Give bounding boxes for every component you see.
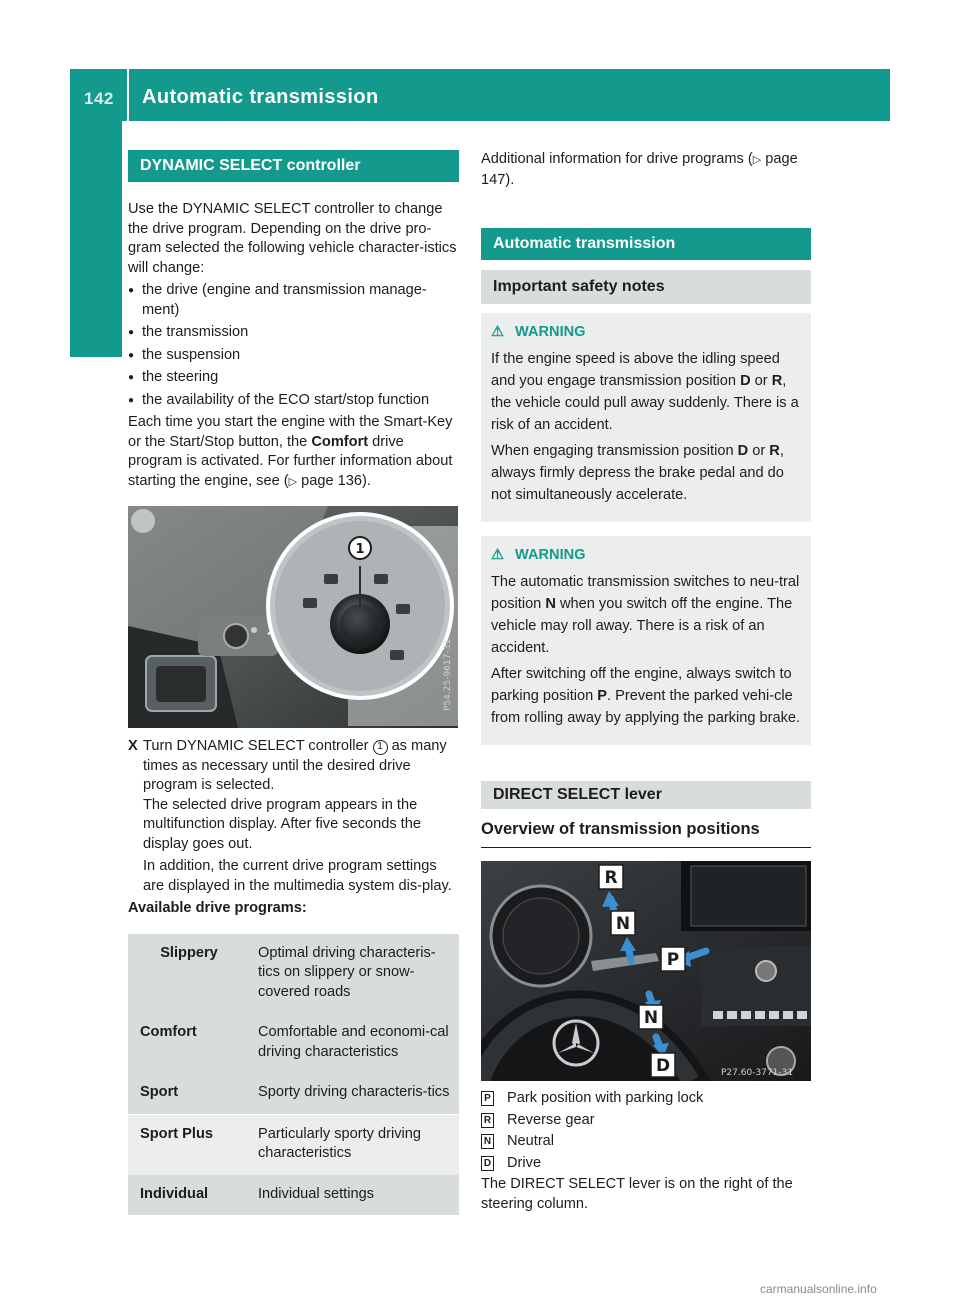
lever-label-p: P [666,950,680,970]
warning-text [491,348,803,436]
neutral-glyph-icon: N [481,1134,494,1149]
side-tab-label: Driving and parking [14,139,36,335]
table-row [128,1013,459,1073]
drive-programs-table [128,934,459,1216]
controller-illustration [128,506,458,728]
program-desc: Comfortable and economi-cal driving characteristics [246,1013,459,1073]
warning-text [491,571,803,659]
comfort-paragraph [128,413,459,492]
characteristics-list [128,281,459,410]
text: when you switch off the engine. The vehicle may roll away. There is a risk of an accident. [491,596,793,656]
step-result: The selected drive program appears in the multifunction display. After five seconds the display goes out. [143,796,421,852]
program-desc: Sporty driving characteris-tics [246,1073,459,1114]
right-column [481,150,811,1214]
program-desc: Particularly sporty driving characteristics [246,1114,459,1175]
text: If the engine speed is above the idling speed and you engage transmission position [491,351,780,389]
page-ref-link[interactable]: page 147). [481,151,798,188]
park-glyph-icon: P [481,1091,494,1106]
text: or [748,443,770,459]
warning-box-2 [481,536,811,745]
warning-heading [491,323,803,342]
photo-code: P27.60-3771-31 [721,1068,794,1078]
page-ref-link[interactable]: page 136). [297,472,371,489]
section-title-direct-select: DIRECT SELECT lever [481,781,811,809]
legend-item-drive [481,1153,811,1175]
table-row [128,1175,459,1216]
overview-heading: Overview of transmission positions [481,817,811,848]
warning-text [491,440,803,506]
gear-p: P [597,688,608,704]
lever-photo [481,861,811,1081]
text: , the vehicle could pull away suddenly. There is a risk of an accident. [491,373,799,433]
header-divider [127,69,129,121]
gear-d: D [737,443,749,459]
drive-glyph-icon: D [481,1156,494,1171]
list-item: ● the transmission [128,323,459,343]
text: drive program is activated. For further information about starting the engine, see ( [128,433,453,489]
chapter-title: Automatic transmission [142,86,379,108]
gear-r: R [769,443,780,459]
step-text [143,737,459,796]
page-header [70,69,890,121]
reverse-glyph-icon: R [481,1113,494,1128]
gear-n: N [545,596,556,612]
warning-title: WARNING [515,324,586,340]
program-name: Sport [128,1073,246,1114]
legend-text: Neutral [507,1133,555,1150]
gear-d: D [740,373,751,389]
page-ref-arrow-icon: ▷ [288,475,298,488]
callout-1-icon: 1 [373,740,388,755]
text: After switching off the engine, always switch to parking position [491,666,792,704]
text: Turn DYNAMIC SELECT controller [143,738,373,754]
text: or [750,373,772,389]
section-title-dynamic-select: DYNAMIC SELECT controller [128,150,459,182]
warning-box-1 [481,313,811,522]
closing-paragraph: The DIRECT SELECT lever is on the right of the steering column. [481,1176,793,1212]
legend-text: Park position with parking lock [507,1090,704,1106]
bold-term: Comfort [311,433,369,450]
program-desc: Optimal driving characteris-tics on slippery or snow-covered roads [246,934,459,1014]
warning-triangle-icon: ⚠ [491,547,505,563]
lever-label-r: R [604,868,618,888]
drive-programs-ref [481,150,811,190]
gear-legend [481,1088,811,1174]
intro-paragraph: Use the DYNAMIC SELECT controller to change the drive program. Depending on the drive pro-gram selected the following vehicle character-istics will change: [128,201,457,276]
program-name: Comfort [128,1013,246,1073]
instruction-x-icon: X [128,738,138,754]
side-tab [70,121,122,357]
gear-r: R [771,373,783,389]
warning-title: WARNING [515,547,586,563]
text: The automatic transmission switches to neu-tral position [491,574,800,612]
text: Each time you start the engine with the Smart-Key or the Start/Stop button, the [128,414,453,450]
instruction-step [128,737,459,896]
left-column [128,150,459,1215]
text: Additional information for drive programs ( [481,151,753,167]
text: . Prevent the parked vehi-cle from rolling away by applying the parking brake. [491,688,801,726]
program-name: Slippery [128,934,246,1014]
text: When engaging transmission position [491,443,738,459]
text: , always firmly depress the brake pedal and do not simultaneously accelerate. [491,443,784,503]
program-name: Individual [128,1175,246,1216]
legend-text: Reverse gear [507,1111,595,1128]
callout-1: 1 [355,542,365,557]
text: as many times as necessary until the desired drive program is selected. [143,738,447,793]
section-title-automatic-transmission: Automatic transmission [481,228,811,260]
warning-triangle-icon: ⚠ [491,324,505,340]
program-name: Sport Plus [128,1114,246,1175]
page-number: 142 [84,89,114,108]
page-ref-arrow-icon: ▷ [752,154,762,166]
photo-code: P54.25-9617-31 [443,638,453,711]
legend-text: Drive [507,1154,542,1171]
lever-label-n-up: N [615,914,631,934]
lever-label-n-down: N [643,1008,659,1028]
footer-watermark: carmanualsonline.info [760,1282,877,1296]
subsection-title-safety: Important safety notes [481,270,811,304]
table-row [128,1073,459,1114]
list-item: ● the availability of the ECO start/stop function [128,391,459,411]
table-row [128,934,459,1014]
list-item: ● the suspension [128,346,459,366]
program-desc: Individual settings [246,1175,459,1216]
list-item: ● the drive (engine and transmission manage-ment) [128,281,459,320]
warning-heading [491,546,803,565]
legend-item-reverse [481,1110,811,1132]
list-item: ● the steering [128,368,459,388]
programs-heading: Available drive programs: [128,900,307,916]
table-row [128,1114,459,1175]
warning-text [491,663,803,729]
controller-photo [128,506,458,728]
lever-illustration [481,861,811,1081]
step-result-2: In addition, the current drive program settings are displayed in the multimedia system dis-play. [143,858,452,894]
legend-item-park [481,1088,811,1110]
lever-label-d: D [655,1056,671,1076]
legend-item-neutral [481,1131,811,1153]
